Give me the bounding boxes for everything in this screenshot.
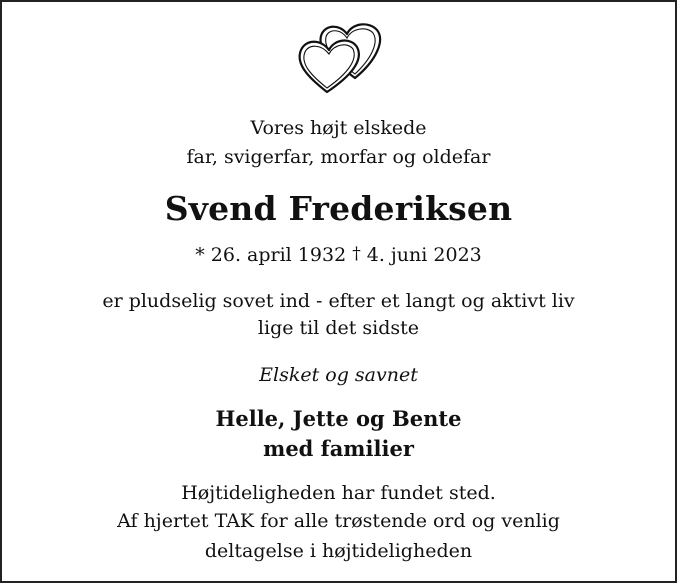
two-hearts-icon <box>295 18 387 96</box>
deceased-name: Svend Frederiksen <box>164 189 513 228</box>
tagline: Elsket og savnet <box>259 364 418 386</box>
footer-line-3: deltagelse i højtideligheden <box>204 540 473 562</box>
footer-line-1: Højtideligheden har fundet sted. <box>181 482 496 504</box>
birth-star-icon: * <box>195 244 205 266</box>
intro-line-2: far, svigerfar, morfar og oldefar <box>186 146 491 168</box>
message-line-2: lige til det sidste <box>257 317 420 339</box>
life-dates <box>2 246 675 265</box>
signers-line-2: med familier <box>263 436 414 461</box>
death-cross-icon: † <box>352 244 361 264</box>
message-line-1: er pludselig sovet ind - efter et langt og aktivt liv <box>102 290 575 312</box>
footer-line-2: Af hjertet TAK for alle trøstende ord og venlig <box>117 510 560 532</box>
intro-line-1: Vores højt elskede <box>250 117 427 139</box>
signers-line-1: Helle, Jette og Bente <box>215 406 462 431</box>
death-date: 4. juni 2023 <box>366 244 482 266</box>
birth-date: 26. april 1932 <box>210 244 347 266</box>
